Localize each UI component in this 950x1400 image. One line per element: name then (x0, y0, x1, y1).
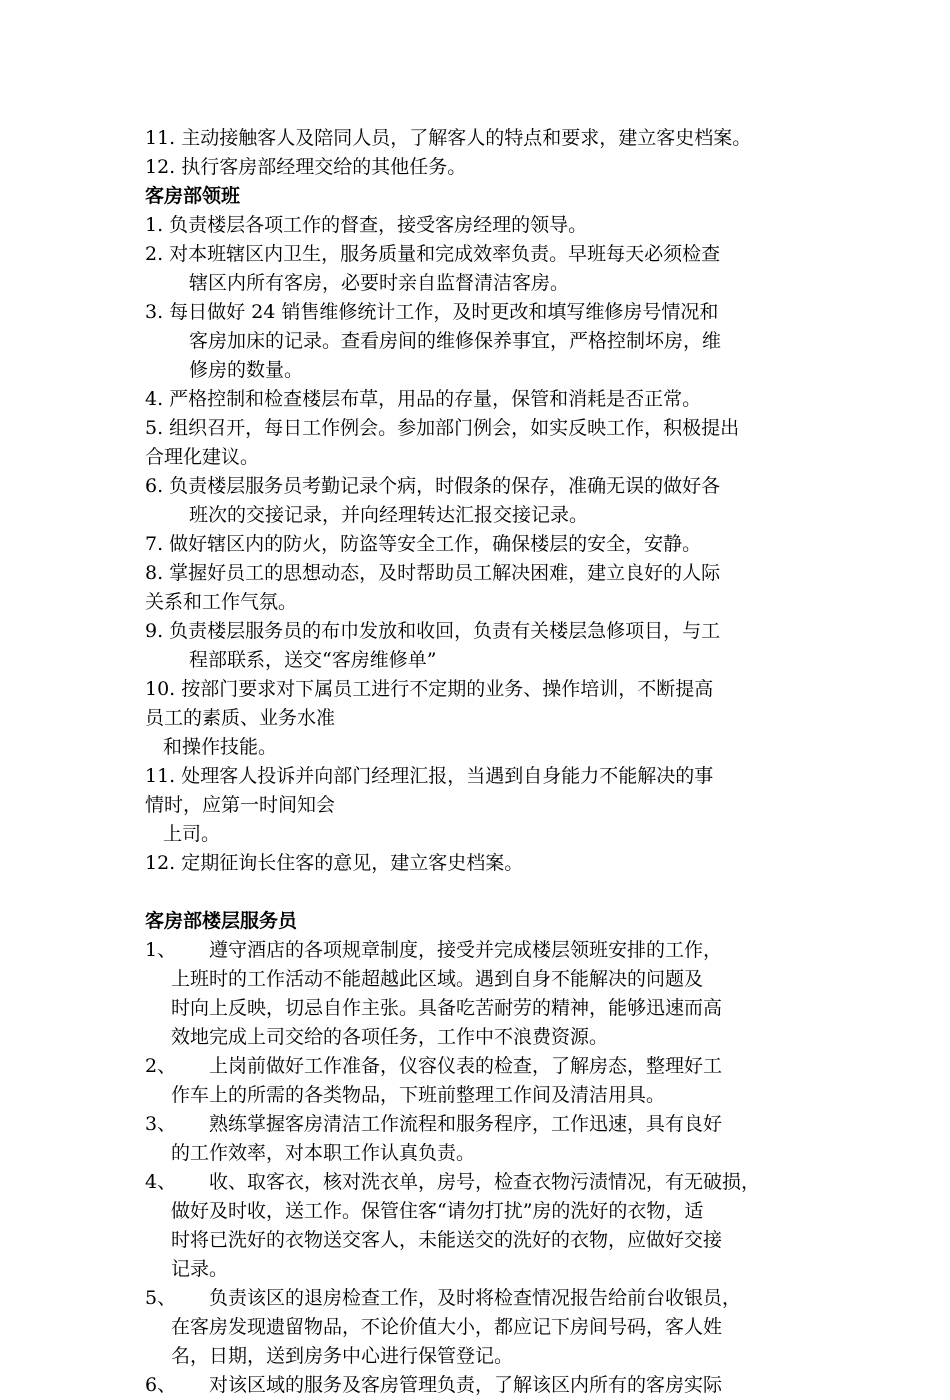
text-line: 11. 主动接触客人及陪同人员，了解客人的特点和要求，建立客史档案。 (145, 127, 752, 149)
list-item (145, 1371, 835, 1400)
text-line: 10. 按部门要求对下属员工进行不定期的业务、操作培训，不断提高 (145, 678, 714, 700)
text-line: 5. 组织召开，每日工作例会。参加部门例会，如实反映工作，积极提出 (145, 417, 740, 439)
list-item (145, 675, 835, 762)
text-line: 程部联系，送交“客房维修单” (189, 649, 437, 671)
list-item (145, 472, 835, 530)
text-line: 6. 负责楼层服务员考勤记录个病，时假条的保存，准确无误的做好各 (145, 475, 721, 497)
text-line: 收、取客衣，核对洗衣单，房号，检查衣物污渍情况，有无破损， (209, 1171, 761, 1193)
leader-duties-tail (145, 124, 835, 182)
list-text (171, 1284, 742, 1371)
text-line: 情时，应第一时间知会 (145, 794, 336, 816)
text-line: 辖区内所有客房，必要时亲自监督清洁客房。 (189, 272, 570, 294)
text-line: 上岗前做好工作准备，仪容仪表的检查，了解房态，整理好工 (209, 1055, 723, 1077)
text-line: 客房加床的记录。查看房间的维修保养事宜，严格控制坏房，维 (189, 330, 722, 352)
text-line: 4. 严格控制和检查楼层布草，用品的存量，保管和消耗是否正常。 (145, 388, 702, 410)
text-line: 和操作技能。 (163, 736, 278, 758)
text-line: 2. 对本班辖区内卫生，服务质量和完成效率负责。早班每天必须检查 (145, 243, 721, 265)
list-item (145, 1110, 835, 1168)
text-line: 班次的交接记录，并向经理转达汇报交接记录。 (189, 504, 589, 526)
text-line: 在客房发现遗留物品，不论价值大小，都应记下房间号码，客人姓 (171, 1316, 723, 1338)
list-number: 5、 (145, 1287, 177, 1309)
list-number: 2、 (145, 1055, 177, 1077)
list-item (145, 240, 835, 298)
list-item (145, 1052, 835, 1110)
list-item (145, 530, 835, 559)
text-line: 1. 负责楼层各项工作的督查，接受客房经理的领导。 (145, 214, 588, 236)
text-line: 的工作效率，对本职工作认真负责。 (171, 1142, 476, 1164)
text-line: 效地完成上司交给的各项任务，工作中不浪费资源。 (171, 1026, 609, 1048)
text-line: 作车上的所需的各类物品，下班前整理工作间及清洁用具。 (171, 1084, 666, 1106)
text-line: 熟练掌握客房清洁工作流程和服务程序，工作迅速，具有良好 (209, 1113, 723, 1135)
list-number: 1、 (145, 939, 177, 961)
text-line: 遵守酒店的各项规章制度，接受并完成楼层领班安排的工作， (209, 939, 723, 961)
list-text (209, 1371, 722, 1400)
list-item (145, 617, 835, 675)
text-line: 时将已洗好的衣物送交客人，未能送交的洗好的衣物，应做好交接 (171, 1229, 723, 1251)
list-text (171, 1110, 723, 1168)
text-line: 负责该区的退房检查工作，及时将检查情况报告给前台收银员， (209, 1287, 742, 1309)
list-item (145, 1284, 835, 1371)
list-item (145, 414, 835, 472)
list-text (171, 1052, 723, 1110)
section-heading-floor-leader: 客房部领班 (145, 185, 241, 207)
text-line: 对该区域的服务及客房管理负责，了解该区内所有的客房实际 (209, 1374, 723, 1396)
text-line: 关系和工作气氛。 (145, 591, 298, 613)
list-item (145, 762, 835, 849)
text-line: 员工的素质、业务水准 (145, 707, 336, 729)
list-text (171, 936, 723, 1052)
text-line: 记录。 (171, 1258, 229, 1280)
list-item (145, 211, 835, 240)
list-text (171, 1168, 761, 1284)
list-item (145, 936, 835, 1052)
list-item (145, 298, 835, 385)
text-line: 7. 做好辖区内的防火，防盗等安全工作，确保楼层的安全，安静。 (145, 533, 702, 555)
list-number: 6、 (145, 1374, 177, 1396)
list-number: 4、 (145, 1171, 177, 1193)
list-item (145, 385, 835, 414)
text-line: 上班时的工作活动不能超越此区域。遇到自身不能解决的问题及 (171, 968, 704, 990)
text-line: 做好及时收，送工作。保管住客“请勿打扰”房的洗好的衣物，适 (171, 1200, 704, 1222)
text-line: 合理化建议。 (145, 446, 260, 468)
list-item (145, 559, 835, 617)
section-spacer (145, 878, 835, 907)
floor-leader-duties (145, 211, 835, 878)
text-line: 上司。 (163, 823, 221, 845)
section-heading-floor-attendant: 客房部楼层服务员 (145, 910, 298, 932)
text-line: 12. 定期征询长住客的意见，建立客史档案。 (145, 852, 524, 874)
document-body (145, 124, 835, 1400)
list-number: 3、 (145, 1113, 177, 1135)
floor-attendant-duties (145, 936, 835, 1400)
text-line: 名，日期，送到房务中心进行保管登记。 (171, 1345, 514, 1367)
text-line: 12. 执行客房部经理交给的其他任务。 (145, 156, 467, 178)
list-item (145, 1168, 835, 1284)
text-line: 8. 掌握好员工的思想动态，及时帮助员工解决困难，建立良好的人际 (145, 562, 721, 584)
text-line: 11. 处理客人投诉并向部门经理汇报，当遇到自身能力不能解决的事 (145, 765, 714, 787)
list-item (145, 849, 835, 878)
text-line: 9. 负责楼层服务员的布巾发放和收回，负责有关楼层急修项目，与工 (145, 620, 721, 642)
text-line: 时向上反映，切忌自作主张。具备吃苦耐劳的精神，能够迅速而高 (171, 997, 723, 1019)
text-line: 修房的数量。 (189, 359, 304, 381)
text-line: 3. 每日做好 24 销售维修统计工作，及时更改和填写维修房号情况和 (145, 301, 719, 323)
